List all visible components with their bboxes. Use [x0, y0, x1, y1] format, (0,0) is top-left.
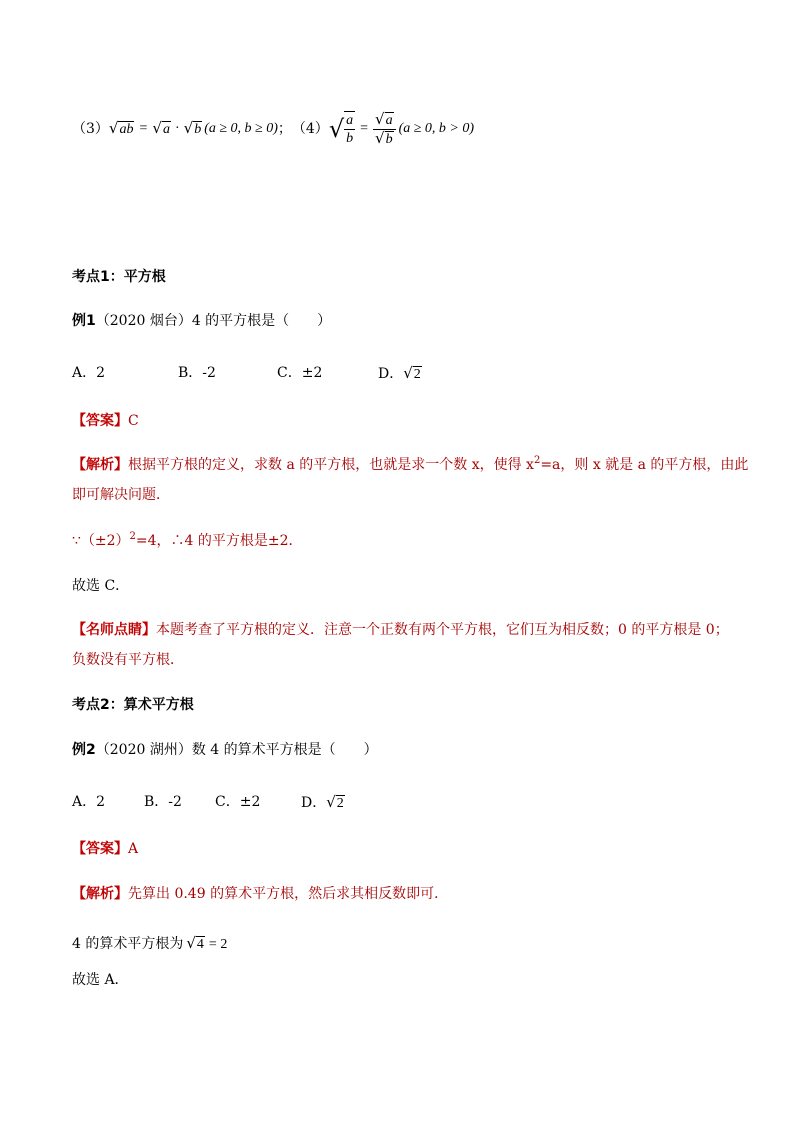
sec1-option-a: A．2 — [72, 365, 106, 381]
sec1-analysis-line2: 即可解决问题． — [72, 487, 170, 503]
dot-operator: · — [174, 121, 180, 136]
sec1-because-line: $\because(\pm 2)^2=4$，∴4 的平方根是±2． — [72, 531, 303, 549]
tip-tag: 【名师点睛】 — [72, 622, 156, 638]
sec2-option-a: A．2 — [72, 794, 106, 810]
sec1-analysis-line1: 【解析】根据平方根的定义，求数 a 的平方根，也就是求一个数 x，使得 $x^2=a$，则 x 就是 a 的平方根，由此 — [72, 455, 749, 473]
sqrt-b: √b — [183, 119, 202, 137]
sec1-example — [72, 312, 331, 330]
sec2-analysis: 【解析】先算出 0.49 的算术平方根，然后求其相反数即可． — [72, 886, 449, 902]
answer-value: C — [128, 413, 139, 429]
sec2-example-text: （2020 湖州）数 4 的算术平方根是（ ） — [95, 742, 378, 758]
analysis-tag: 【解析】 — [72, 457, 128, 473]
sqrt-frac-lhs: √ $\frac{a}{b}$ — [328, 113, 354, 146]
answer-tag: 【答案】 — [72, 413, 128, 429]
item3-label: （3） — [72, 121, 109, 137]
separator: ； — [277, 121, 292, 137]
sec2-answer — [72, 840, 138, 858]
sec2-result: 4 的算术平方根为 √4 = 2 — [72, 934, 228, 952]
sec2-option-b: B．-2 — [144, 794, 182, 810]
analysis-tag-2: 【解析】 — [72, 886, 128, 902]
sec1-tip-line1: 【名师点睛】本题考查了平方根的定义．注意一个正数有两个平方根，它们互为相反数；0 的平方根是 0； — [72, 622, 729, 638]
sec1-option-d: D．√2 — [378, 364, 421, 382]
sec1-answer — [72, 412, 139, 430]
sec2-option-c: C．±2 — [215, 794, 261, 810]
sec1-tip-line2: 负数没有平方根． — [72, 652, 184, 668]
sqrt-a: √a — [152, 119, 170, 137]
condition-3: (a ≥ 0, b ≥ 0) — [204, 121, 278, 136]
sec2-choose: 故选 A． — [72, 972, 129, 988]
equals-sign: = — [139, 121, 148, 136]
sec2-example — [72, 741, 378, 759]
formula-line — [72, 109, 475, 147]
condition-4: (a ≥ 0, b > 0) — [398, 121, 475, 136]
equals-sign-2: = — [360, 121, 369, 136]
sec2-heading: 考点2：算术平方根 — [72, 697, 194, 713]
item4-label: （4） — [291, 121, 329, 137]
frac-of-roots: $\frac{√a}{√b}$ — [373, 111, 396, 148]
sec2-option-d: D．√2 — [301, 793, 344, 811]
sec1-option-c: C．±2 — [277, 365, 323, 381]
answer-value-2: A — [128, 841, 139, 857]
sec1-example-text: （2020 烟台）4 的平方根是（ ） — [95, 313, 332, 329]
sec1-choose: 故选 C． — [72, 578, 130, 594]
sec1-heading: 考点1：平方根 — [72, 269, 166, 285]
sec1-option-b: B．-2 — [178, 365, 216, 381]
sec1-example-label: 例1 — [72, 313, 96, 329]
answer-tag-2: 【答案】 — [72, 841, 128, 857]
sqrt-ab: √ab — [108, 119, 134, 137]
sec2-example-label: 例2 — [72, 742, 96, 758]
